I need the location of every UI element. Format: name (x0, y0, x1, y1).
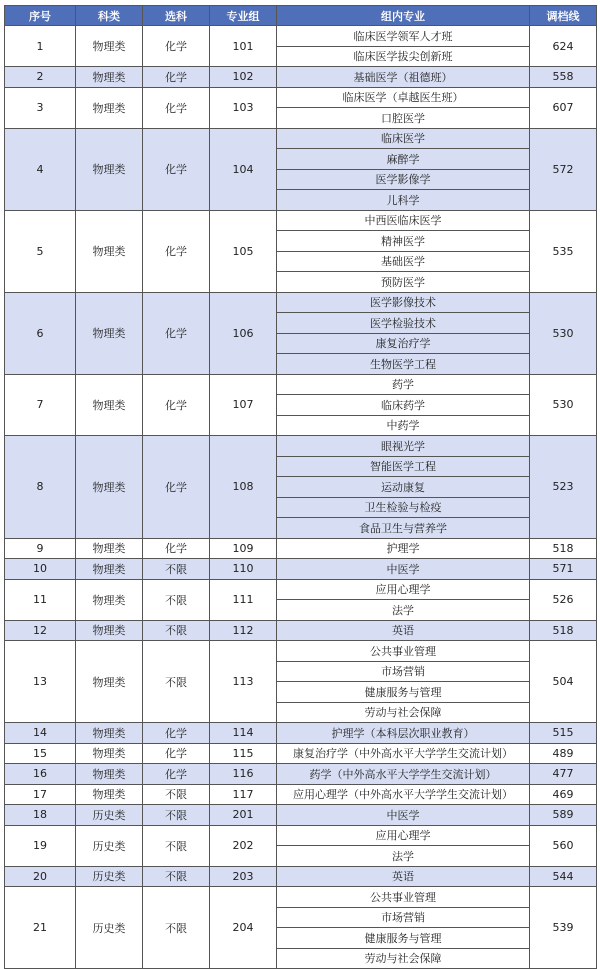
table-row (5, 128, 597, 149)
cell-group: 203 (210, 866, 277, 887)
cell-group: 204 (210, 887, 277, 969)
cell-group: 106 (210, 292, 277, 374)
cell-no: 2 (5, 67, 76, 88)
cell-major: 智能医学工程 (277, 456, 530, 477)
cell-score: 624 (530, 26, 597, 67)
cell-category: 物理类 (76, 538, 143, 559)
cell-major: 麻醉学 (277, 149, 530, 170)
cell-score: 558 (530, 67, 597, 88)
cell-subject: 化学 (143, 67, 210, 88)
cell-major: 法学 (277, 846, 530, 867)
cell-subject: 化学 (143, 743, 210, 764)
cell-group: 103 (210, 87, 277, 128)
cell-major: 中药学 (277, 415, 530, 436)
cell-score: 544 (530, 866, 597, 887)
cell-major: 医学检验技术 (277, 313, 530, 334)
cell-category: 物理类 (76, 87, 143, 128)
cell-subject: 不限 (143, 579, 210, 620)
cell-no: 3 (5, 87, 76, 128)
cell-score: 504 (530, 641, 597, 723)
table-row (5, 67, 597, 88)
cell-score: 518 (530, 620, 597, 641)
cell-major: 应用心理学 (277, 579, 530, 600)
cell-group: 117 (210, 784, 277, 805)
cell-score: 530 (530, 374, 597, 436)
cell-major: 精神医学 (277, 231, 530, 252)
cell-major: 卫生检验与检疫 (277, 497, 530, 518)
cell-no: 4 (5, 128, 76, 210)
cell-major: 公共事业管理 (277, 887, 530, 908)
cell-no: 17 (5, 784, 76, 805)
cell-major: 护理学（本科层次职业教育） (277, 723, 530, 744)
table-row (5, 26, 597, 47)
cell-major: 临床医学拔尖创新班 (277, 46, 530, 67)
cell-group: 113 (210, 641, 277, 723)
table-row (5, 559, 597, 580)
cell-category: 物理类 (76, 26, 143, 67)
cell-major: 儿科学 (277, 190, 530, 211)
cell-score: 469 (530, 784, 597, 805)
cell-major: 康复治疗学 (277, 333, 530, 354)
cell-major: 临床药学 (277, 395, 530, 416)
cell-group: 102 (210, 67, 277, 88)
cell-major: 健康服务与管理 (277, 682, 530, 703)
table-row (5, 579, 597, 600)
cell-subject: 不限 (143, 805, 210, 826)
cell-score: 539 (530, 887, 597, 969)
cell-category: 物理类 (76, 743, 143, 764)
cell-score: 572 (530, 128, 597, 210)
cell-group: 109 (210, 538, 277, 559)
cell-major: 医学影像学 (277, 169, 530, 190)
cell-major: 药学 (277, 374, 530, 395)
table-row (5, 436, 597, 457)
cell-category: 物理类 (76, 620, 143, 641)
cell-major: 应用心理学（中外高水平大学学生交流计划） (277, 784, 530, 805)
cell-group: 202 (210, 825, 277, 866)
cell-subject: 化学 (143, 26, 210, 67)
cell-no: 8 (5, 436, 76, 539)
cell-major: 药学（中外高水平大学学生交流计划） (277, 764, 530, 785)
cell-major: 中医学 (277, 805, 530, 826)
table-row (5, 825, 597, 846)
cell-group: 105 (210, 210, 277, 292)
cell-group: 108 (210, 436, 277, 539)
cell-subject: 化学 (143, 374, 210, 436)
table-row (5, 210, 597, 231)
header-group: 专业组 (210, 6, 277, 26)
cell-major: 预防医学 (277, 272, 530, 293)
cell-no: 21 (5, 887, 76, 969)
table-body (5, 26, 597, 969)
cell-score: 477 (530, 764, 597, 785)
cell-group: 101 (210, 26, 277, 67)
cell-major: 生物医学工程 (277, 354, 530, 375)
cell-major: 劳动与社会保障 (277, 702, 530, 723)
header-category: 科类 (76, 6, 143, 26)
cell-major: 食品卫生与营养学 (277, 518, 530, 539)
cell-major: 健康服务与管理 (277, 928, 530, 949)
cell-score: 530 (530, 292, 597, 374)
cell-subject: 化学 (143, 87, 210, 128)
cell-major: 英语 (277, 620, 530, 641)
cell-no: 14 (5, 723, 76, 744)
table-row (5, 641, 597, 662)
cell-category: 物理类 (76, 436, 143, 539)
cell-group: 201 (210, 805, 277, 826)
cell-group: 115 (210, 743, 277, 764)
cell-major: 护理学 (277, 538, 530, 559)
cell-major: 运动康复 (277, 477, 530, 498)
cell-category: 物理类 (76, 374, 143, 436)
cell-subject: 化学 (143, 538, 210, 559)
cell-category: 物理类 (76, 723, 143, 744)
cell-group: 114 (210, 723, 277, 744)
cell-group: 111 (210, 579, 277, 620)
cell-no: 19 (5, 825, 76, 866)
cell-category: 物理类 (76, 67, 143, 88)
cell-subject: 化学 (143, 764, 210, 785)
cell-subject: 不限 (143, 866, 210, 887)
header-majors: 组内专业 (277, 6, 530, 26)
header-score: 调档线 (530, 6, 597, 26)
table-row (5, 887, 597, 908)
cell-major: 英语 (277, 866, 530, 887)
cell-no: 16 (5, 764, 76, 785)
table-row (5, 743, 597, 764)
cell-category: 物理类 (76, 292, 143, 374)
cell-category: 物理类 (76, 559, 143, 580)
cell-group: 116 (210, 764, 277, 785)
table-row (5, 723, 597, 744)
table-row (5, 538, 597, 559)
admission-score-table (4, 5, 597, 969)
cell-score: 489 (530, 743, 597, 764)
cell-major: 临床医学领军人才班 (277, 26, 530, 47)
table-row (5, 805, 597, 826)
cell-score: 607 (530, 87, 597, 128)
cell-category: 历史类 (76, 825, 143, 866)
cell-major: 基础医学（祖德班） (277, 67, 530, 88)
cell-major: 眼视光学 (277, 436, 530, 457)
cell-major: 医学影像技术 (277, 292, 530, 313)
cell-major: 中西医临床医学 (277, 210, 530, 231)
cell-major: 口腔医学 (277, 108, 530, 129)
cell-no: 7 (5, 374, 76, 436)
cell-subject: 不限 (143, 887, 210, 969)
cell-subject: 化学 (143, 210, 210, 292)
table-row (5, 866, 597, 887)
cell-category: 物理类 (76, 579, 143, 620)
cell-subject: 不限 (143, 641, 210, 723)
cell-score: 560 (530, 825, 597, 866)
cell-category: 历史类 (76, 866, 143, 887)
cell-subject: 不限 (143, 559, 210, 580)
header-subject: 选科 (143, 6, 210, 26)
cell-subject: 化学 (143, 436, 210, 539)
cell-no: 13 (5, 641, 76, 723)
table-row (5, 292, 597, 313)
cell-no: 6 (5, 292, 76, 374)
table-row (5, 87, 597, 108)
cell-score: 523 (530, 436, 597, 539)
cell-subject: 不限 (143, 620, 210, 641)
cell-score: 589 (530, 805, 597, 826)
table-row (5, 784, 597, 805)
cell-no: 1 (5, 26, 76, 67)
cell-group: 110 (210, 559, 277, 580)
cell-group: 104 (210, 128, 277, 210)
cell-no: 10 (5, 559, 76, 580)
table-row (5, 374, 597, 395)
cell-major: 法学 (277, 600, 530, 621)
table-header-row (5, 6, 597, 26)
cell-no: 12 (5, 620, 76, 641)
cell-score: 535 (530, 210, 597, 292)
cell-major: 市场营销 (277, 907, 530, 928)
cell-no: 9 (5, 538, 76, 559)
cell-score: 518 (530, 538, 597, 559)
cell-subject: 化学 (143, 128, 210, 210)
table-row (5, 620, 597, 641)
cell-category: 历史类 (76, 805, 143, 826)
cell-group: 112 (210, 620, 277, 641)
cell-major: 临床医学（卓越医生班） (277, 87, 530, 108)
header-no: 序号 (5, 6, 76, 26)
cell-score: 526 (530, 579, 597, 620)
cell-no: 20 (5, 866, 76, 887)
cell-group: 107 (210, 374, 277, 436)
cell-major: 康复治疗学（中外高水平大学学生交流计划） (277, 743, 530, 764)
cell-no: 5 (5, 210, 76, 292)
cell-major: 市场营销 (277, 661, 530, 682)
cell-major: 应用心理学 (277, 825, 530, 846)
cell-score: 571 (530, 559, 597, 580)
cell-category: 物理类 (76, 210, 143, 292)
cell-no: 18 (5, 805, 76, 826)
cell-major: 临床医学 (277, 128, 530, 149)
cell-category: 物理类 (76, 764, 143, 785)
cell-category: 历史类 (76, 887, 143, 969)
cell-score: 515 (530, 723, 597, 744)
cell-subject: 不限 (143, 784, 210, 805)
cell-no: 11 (5, 579, 76, 620)
cell-subject: 化学 (143, 723, 210, 744)
cell-no: 15 (5, 743, 76, 764)
cell-subject: 不限 (143, 825, 210, 866)
table-row (5, 764, 597, 785)
cell-category: 物理类 (76, 641, 143, 723)
cell-major: 劳动与社会保障 (277, 948, 530, 969)
cell-category: 物理类 (76, 784, 143, 805)
cell-major: 公共事业管理 (277, 641, 530, 662)
cell-major: 基础医学 (277, 251, 530, 272)
cell-subject: 化学 (143, 292, 210, 374)
cell-major: 中医学 (277, 559, 530, 580)
cell-category: 物理类 (76, 128, 143, 210)
